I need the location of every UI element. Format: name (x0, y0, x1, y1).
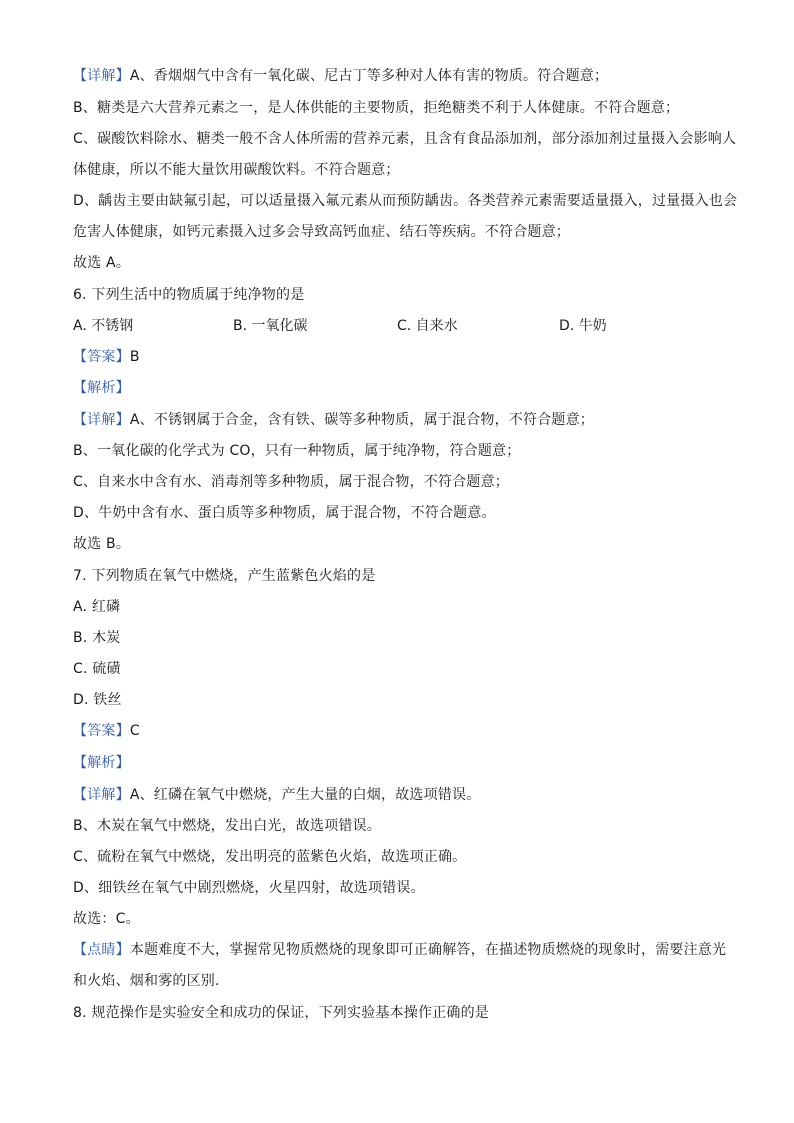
q6-stem: 6. 下列生活中的物质属于纯净物的是 (73, 287, 305, 303)
q6-analysis-tag: 【解析】 (73, 380, 130, 396)
q7-conclusion: 故选：C。 (73, 911, 140, 927)
q7-remark-2: 和火焰、烟和雾的区别． (73, 973, 230, 989)
q5-detail-d2: 危害人体健康，如钙元素摄入过多会导致高钙血症、结石等疾病。不符合题意； (73, 224, 570, 240)
q7-detail-c: C、硫粉在氧气中燃烧，发出明亮的蓝紫色火焰，故选项正确。 (73, 849, 467, 865)
answer-value: C (129, 723, 140, 739)
answer-tag: 【答案】 (73, 349, 130, 365)
q7-option-d: D. 铁丝 (73, 692, 122, 708)
detail-tag: 【详解】 (73, 412, 130, 428)
q6-detail-d: D、牛奶中含有水、蛋白质等多种物质，属于混合物，不符合题意。 (73, 505, 496, 521)
q7-detail-d: D、细铁丝在氧气中剧烈燃烧，火星四射，故选项错误。 (73, 880, 425, 896)
q6-option-a: A. 不锈钢 (73, 318, 134, 334)
q5-detail-b: B、糖类是六大营养元素之一，是人体供能的主要物质，拒绝糖类不利于人体健康。不符合题意； (73, 100, 680, 116)
q5-detail-c1: C、碳酸饮料除水、糖类一般不含人体所需的营养元素，且含有食品添加剂，部分添加剂过量摄入会影响人 (73, 131, 737, 147)
q6-option-d: D. 牛奶 (559, 318, 607, 334)
q7-answer (73, 721, 140, 741)
q5-detail-c2: 体健康，所以不能大量饮用碳酸饮料。不符合题意； (73, 162, 400, 178)
detail-tag: 【详解】 (73, 787, 130, 803)
detail-tag: 【详解】 (73, 68, 130, 84)
q6-option-b: B. 一氧化碳 (233, 318, 308, 334)
q7-option-a: A. 红磷 (73, 599, 121, 615)
q6-detail-c: C、自来水中含有水、消毒剂等多种物质，属于混合物，不符合题意； (73, 474, 509, 490)
q5-detail-a: 【详解】A、香烟烟气中含有一氧化碳、尼古丁等多种对人体有害的物质。符合题意； (73, 68, 609, 84)
q7-remark-1: 【点睛】本题难度不大，掌握常见物质燃烧的现象即可正确解答，在描述物质燃烧的现象时，需要注意光 (73, 942, 727, 958)
q5-detail-d1: D、龋齿主要由缺氟引起，可以适量摄入氟元素从而预防龋齿。各类营养元素需要适量摄入，过量摄入也会 (73, 193, 738, 209)
q6-option-c: C. 自来水 (397, 318, 458, 334)
q6-answer (73, 347, 140, 367)
q7-detail-b: B、木炭在氧气中燃烧，发出白光，故选项错误。 (73, 818, 382, 834)
q5-conclusion: 故选 A。 (73, 255, 131, 271)
q6-detail-b: B、一氧化碳的化学式为 CO，只有一种物质，属于纯净物，符合题意； (73, 443, 521, 459)
q7-option-b: B. 木炭 (73, 630, 121, 646)
answer-tag: 【答案】 (73, 723, 130, 739)
q6-conclusion: 故选 B。 (73, 536, 131, 552)
q7-detail-a: 【详解】A、红磷在氧气中燃烧，产生大量的白烟，故选项错误。 (73, 787, 481, 803)
q7-analysis-tag: 【解析】 (73, 755, 130, 771)
q7-option-c: C. 硫磺 (73, 661, 121, 677)
answer-value: B (129, 349, 140, 365)
q6-detail-a: 【详解】A、不锈钢属于合金，含有铁、碳等多种物质，属于混合物，不符合题意； (73, 412, 594, 428)
remark-tag: 【点睛】 (73, 942, 130, 958)
q8-stem: 8. 规范操作是实验安全和成功的保证，下列实验基本操作正确的是 (73, 1005, 490, 1021)
q7-stem: 7. 下列物质在氧气中燃烧，产生蓝紫色火焰的是 (73, 568, 376, 584)
